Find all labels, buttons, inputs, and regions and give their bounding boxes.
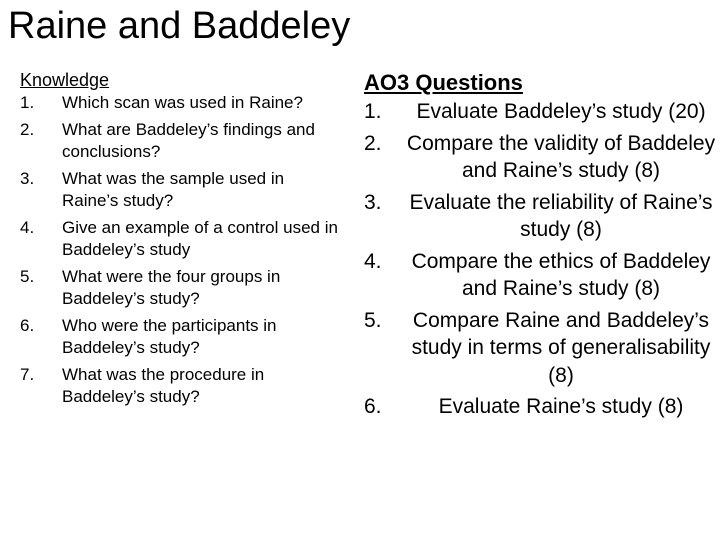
ao3-item-text: Evaluate Baddeley’s study (20) [416, 100, 706, 123]
ao3-heading: AO3 Questions [364, 70, 523, 95]
ao3-column [364, 68, 716, 425]
ao3-item [364, 130, 716, 185]
knowledge-item [20, 119, 340, 164]
knowledge-list [20, 92, 340, 409]
ao3-item [364, 189, 716, 244]
knowledge-item-number: 3. [20, 168, 35, 188]
knowledge-item-number: 6. [20, 315, 35, 335]
ao3-item-text: Compare Raine and Baddeley’s study in terms of generalisability (8) [411, 308, 711, 387]
knowledge-item-number: 5. [20, 266, 35, 286]
ao3-item-number: 6. [364, 395, 382, 418]
ao3-item-text: Compare the ethics of Baddeley and Raine’s study (8) [411, 249, 711, 300]
knowledge-column [20, 68, 340, 413]
ao3-item-number: 1. [364, 100, 382, 123]
ao3-item [364, 393, 716, 421]
knowledge-item-text: Give an example of a control used in Baddeley’s study [62, 217, 338, 259]
knowledge-item-text: What are Baddeley’s findings and conclusions? [62, 119, 315, 161]
ao3-item-number: 4. [364, 249, 382, 273]
knowledge-item-text: Which scan was used in Raine? [62, 93, 303, 112]
ao3-item [364, 248, 716, 303]
knowledge-item-text: What was the procedure in Baddeley’s study? [62, 364, 265, 406]
ao3-item-text: Compare the validity of Baddeley and Raine’s study (8) [406, 131, 716, 182]
knowledge-heading: Knowledge [20, 70, 110, 90]
knowledge-item-text: What was the sample used in Raine’s study? [62, 168, 285, 210]
knowledge-item [20, 168, 340, 213]
knowledge-item-number: 2. [20, 119, 35, 139]
knowledge-item-number: 7. [20, 364, 35, 384]
ao3-item-number: 3. [364, 190, 382, 214]
knowledge-item [20, 217, 340, 262]
knowledge-item-number: 4. [20, 217, 35, 237]
ao3-item-number: 2. [364, 131, 382, 155]
ao3-item [364, 307, 716, 390]
ao3-item-text: Evaluate the reliability of Raine’s study (8) [409, 190, 713, 241]
ao3-item-text: Evaluate Raine’s study (8) [438, 395, 684, 418]
knowledge-item [20, 92, 340, 115]
knowledge-item-text: What were the four groups in Baddeley’s study? [62, 266, 281, 308]
knowledge-item-number: 1. [20, 93, 35, 112]
knowledge-item [20, 364, 340, 409]
ao3-list [364, 98, 716, 421]
knowledge-item [20, 315, 340, 360]
knowledge-item [20, 266, 340, 311]
ao3-item-number: 5. [364, 308, 382, 332]
ao3-item [364, 98, 716, 126]
slide-title: Raine and Baddeley [8, 5, 351, 47]
knowledge-item-text: Who were the participants in Baddeley’s study? [62, 315, 277, 357]
